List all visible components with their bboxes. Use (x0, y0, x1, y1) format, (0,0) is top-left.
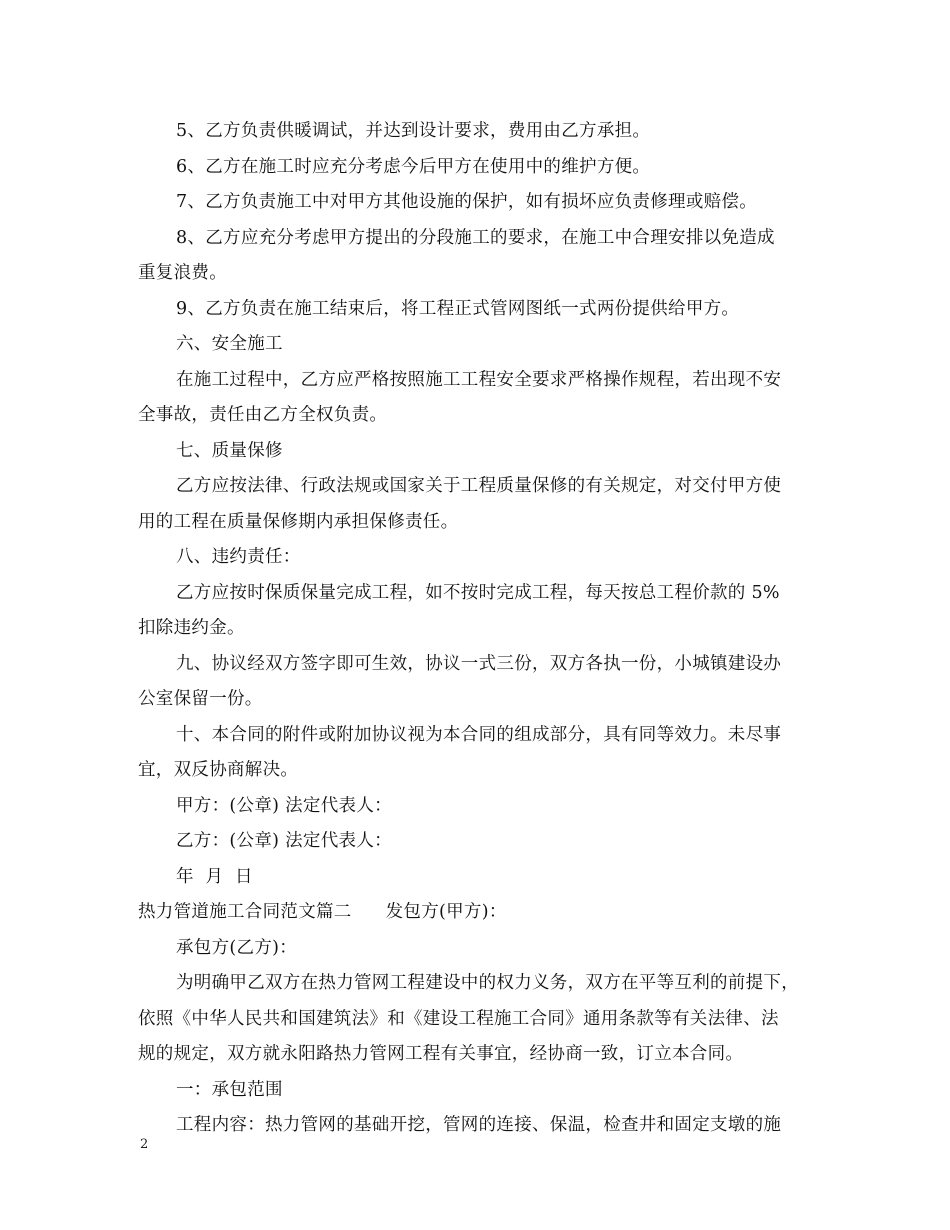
section-heading: 一：承包范围 (176, 1079, 283, 1100)
date-line: 年 月 日 (176, 866, 253, 887)
page-number: 2 (140, 1137, 149, 1152)
document-body (138, 114, 813, 1144)
paragraph-line: 九、协议经双方签字即可生效，协议一式三份，双方各执一份，小城镇建设办 (176, 653, 782, 674)
signature-line-party-b: 乙方：(公章) 法定代表人： (176, 831, 392, 851)
paragraph-line: 扣除违约金。 (138, 618, 245, 638)
paragraph-line: 在施工过程中，乙方应严格按照施工工程安全要求严格操作规程，若出现不安 (176, 369, 782, 390)
contract-title-line (138, 895, 813, 931)
paragraph-line: 乙方应按法律、行政法规或国家关于工程质量保修的有关规定，对交付甲方使 (176, 476, 782, 496)
contract-title: 热力管道施工合同范文篇二 (138, 902, 352, 922)
paragraph-line: 规的规定，双方就永阳路热力管网工程有关事宜，经协商一致，订立本合同。 (138, 1044, 744, 1064)
paragraph-line: 6、乙方在施工时应充分考虑今后甲方在使用中的维护方便。 (176, 156, 651, 177)
paragraph-line: 宜，双反协商解决。 (138, 760, 299, 780)
paragraph-line: 依照《中华人民共和国建筑法》和《建设工程施工合同》通用条款等有关法律、法 (138, 1008, 779, 1029)
paragraph-line: 十、本合同的附件或附加协议视为本合同的组成部分，具有同等效力。未尽事 (176, 724, 782, 745)
paragraph-line: 工程内容：热力管网的基础开挖，管网的连接、保温，检查井和固定支墩的施 (176, 1115, 782, 1135)
paragraph-line: 8、乙方应充分考虑甲方提出的分段施工的要求，在施工中合理安排以免造成 (176, 227, 775, 248)
signature-line-party-a: 甲方：(公章) 法定代表人： (176, 795, 392, 816)
paragraph-line: 为明确甲乙双方在热力管网工程建设中的权力义务，双方在平等互利的前提下， (176, 973, 799, 993)
paragraph-line: 用的工程在质量保修期内承担保修责任。 (138, 511, 459, 532)
paragraph-line: 全事故，责任由乙方全权负责。 (138, 405, 388, 425)
paragraph-line: 公室保留一份。 (138, 689, 263, 709)
paragraph-line: 7、乙方负责施工中对甲方其他设施的保护，如有损坏应负责修理或赔偿。 (176, 192, 758, 212)
paragraph-line: 重复浪费。 (138, 263, 227, 283)
section-heading: 六、安全施工 (176, 334, 283, 354)
paragraph-line: 5、乙方负责供暖调试，并达到设计要求，费用由乙方承担。 (176, 121, 651, 141)
section-heading: 七、质量保修 (176, 440, 283, 461)
paragraph-line: 乙方应按时保质保量完成工程，如不按时完成工程，每天按总工程价款的 5% (176, 582, 780, 603)
section-heading: 八、违约责任： (176, 547, 301, 567)
employer-label: 发包方(甲方)： (385, 902, 507, 922)
paragraph-line: 9、乙方负责在施工结束后，将工程正式管网图纸一式两份提供给甲方。 (176, 298, 740, 319)
contractor-label: 承包方(乙方)： (176, 937, 298, 958)
